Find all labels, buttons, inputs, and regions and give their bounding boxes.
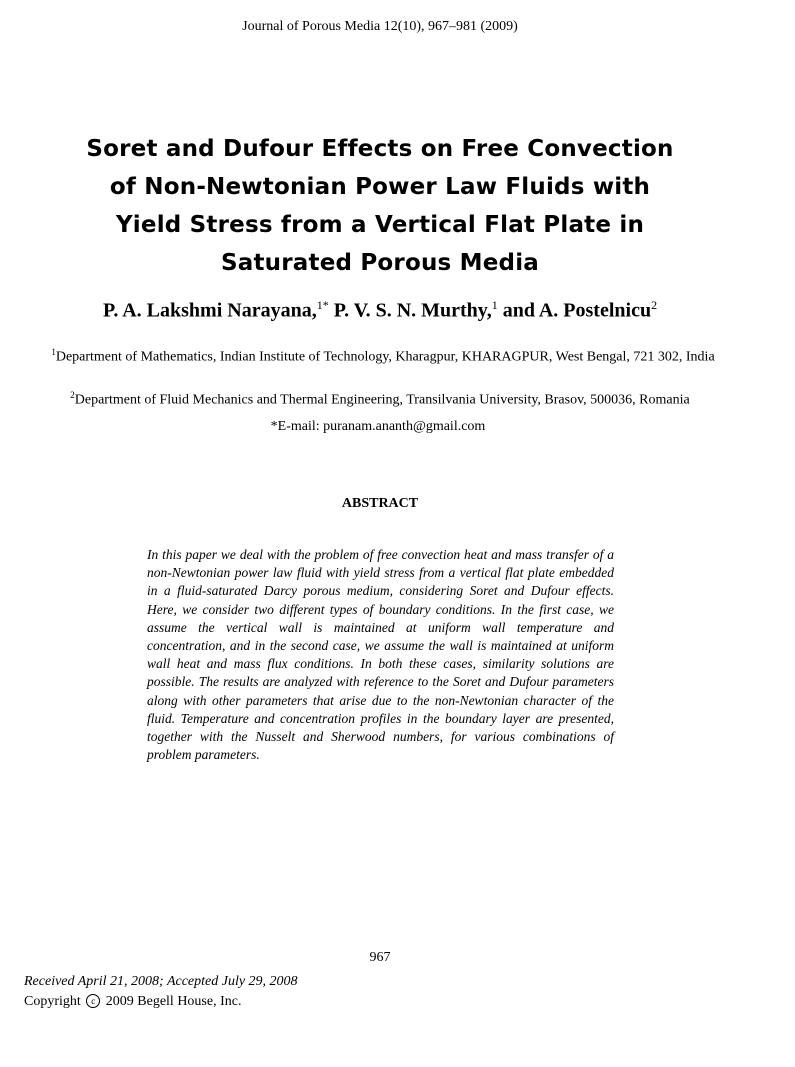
author-name: P. V. S. N. Murthy,	[333, 299, 492, 322]
copyright-symbol-icon: c	[86, 994, 100, 1008]
received-dates: Received April 21, 2008; Accepted July 29, 2008	[24, 974, 298, 989]
author-list	[0, 298, 760, 323]
affiliation-mark: 1	[51, 347, 56, 357]
abstract-heading: ABSTRACT	[341, 496, 419, 511]
affiliation-text: Department of Fluid Mechanics and Thermal Engineering, Transilvania University, Brasov, 500036, Romania	[74, 392, 690, 408]
author-mark: 1*	[316, 298, 329, 312]
affiliation	[0, 386, 760, 410]
title-line: Soret and Dufour Effects on Free Convection	[86, 136, 674, 162]
affiliation-text: Department of Mathematics, Indian Institute of Technology, Kharagpur, KHARAGPUR, West Bengal, 721 302, India	[55, 349, 715, 365]
journal-citation: Journal of Porous Media 12(10), 967–981 (2009)	[242, 19, 518, 34]
author-name: and A. Postelnicu	[502, 299, 652, 322]
author-name: P. A. Lakshmi Narayana,	[102, 299, 317, 322]
copyright-label: Copyright	[24, 994, 81, 1009]
copyright-text: 2009 Begell House, Inc.	[105, 994, 242, 1009]
title-line: of Non-Newtonian Power Law Fluids with	[109, 174, 651, 200]
contact-email: *E-mail: puranam.ananth@gmail.com	[270, 419, 486, 434]
page-number: 967	[369, 950, 391, 965]
copyright-notice	[24, 994, 241, 1010]
abstract-text: In this paper we deal with the problem of free convection heat and mass transfer of a non-Newtonian power law fluid with yield stress from a vertical flat plate embedded in a fluid-saturated Darcy porous medium, considering Soret and Dufour effects. Here, we consider two different types of boundary conditions. In the first case, we assume the vertical wall is maintained at uniform wall temperature and concentration, and in the second case, we assume the wall is maintained at uniform wall heat and mass flux conditions. In both these cases, similarity solutions are possible. The results are analyzed with reference to the Soret and Dufour parameters along with other parameters that arise due to the non-Newtonian character of the fluid. Temperature and concentration profiles in the boundary layer are presented, together with the Nusselt and Sherwood numbers, for various combinations of problem parameters.	[147, 547, 614, 763]
affiliation	[30, 343, 736, 367]
author-mark: 1	[491, 298, 498, 312]
affiliation-mark: 2	[70, 390, 75, 400]
title-line: Saturated Porous Media	[220, 250, 539, 276]
paper-title	[60, 130, 700, 282]
title-line: Yield Stress from a Vertical Flat Plate in	[115, 212, 645, 238]
author-mark: 2	[651, 298, 658, 312]
